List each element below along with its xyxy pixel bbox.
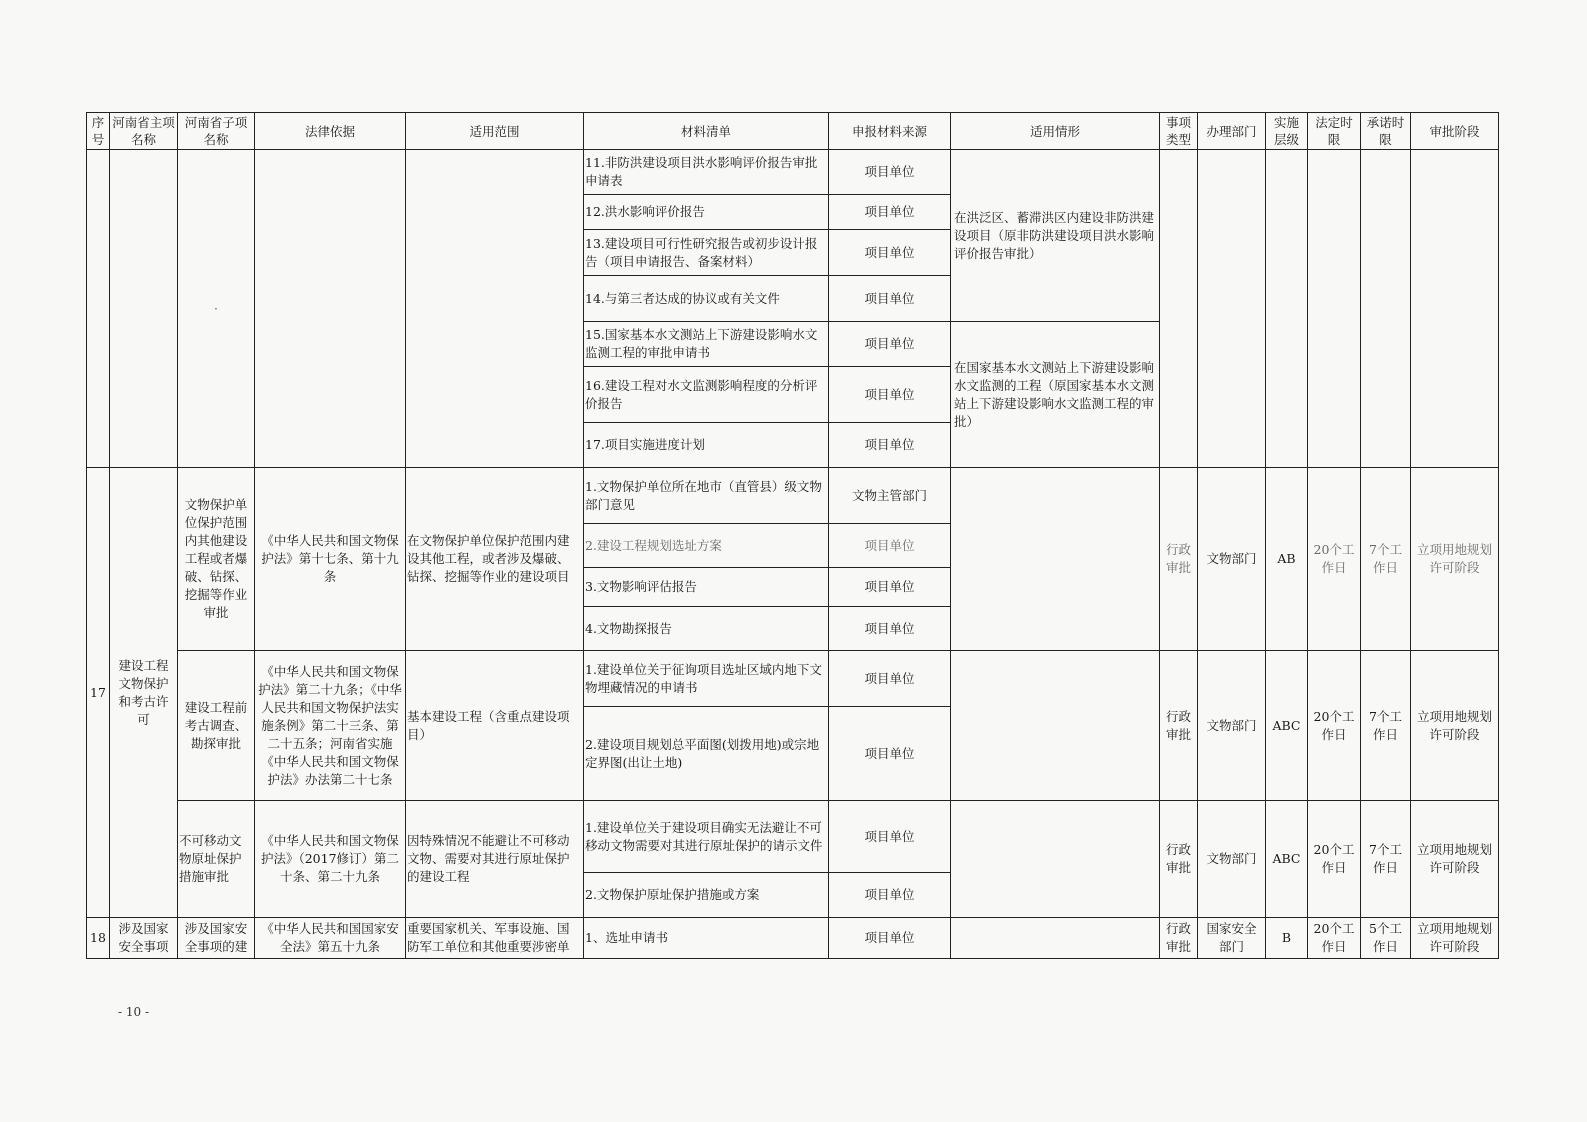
table-row bbox=[87, 651, 1499, 707]
material-source: 项目单位 bbox=[829, 276, 951, 322]
item-type-cell: 行政审批 bbox=[1160, 651, 1198, 801]
item-type-cell: 行政审批 bbox=[1160, 918, 1198, 959]
promised-limit-cell: 5个工作日 bbox=[1361, 918, 1411, 959]
material-item: 4.文物勘探报告 bbox=[584, 607, 829, 651]
material-source: 项目单位 bbox=[829, 873, 951, 918]
item-type-cell: 行政审批 bbox=[1160, 468, 1198, 651]
material-source: 项目单位 bbox=[829, 230, 951, 276]
table-row bbox=[87, 918, 1499, 959]
table-row bbox=[87, 468, 1499, 524]
promised-limit-cell: 7个工作日 bbox=[1361, 651, 1411, 801]
stage-cell: 立项用地规划许可阶段 bbox=[1411, 801, 1499, 918]
sub-item-cell bbox=[178, 150, 255, 468]
material-source: 项目单位 bbox=[829, 322, 951, 367]
material-item: 11.非防洪建设项目洪水影响评价报告审批申请表 bbox=[584, 150, 829, 195]
level-cell: AB bbox=[1266, 468, 1308, 651]
legal-basis-cell bbox=[255, 150, 406, 468]
col-header-item-type: 事项类型 bbox=[1160, 113, 1198, 150]
material-source: 项目单位 bbox=[829, 651, 951, 707]
sub-item-cell: 涉及国家安全事项的建 bbox=[178, 918, 255, 959]
situation-cell bbox=[951, 801, 1160, 918]
col-header-situation: 适用情形 bbox=[951, 113, 1160, 150]
material-source: 项目单位 bbox=[829, 707, 951, 801]
main-item-cell: 涉及国家安全事项 bbox=[110, 918, 178, 959]
department-cell bbox=[1198, 150, 1266, 468]
material-source: 项目单位 bbox=[829, 423, 951, 468]
item-type-cell bbox=[1160, 150, 1198, 468]
material-item: 1.建设单位关于征询项目选址区域内地下文物埋藏情况的申请书 bbox=[584, 651, 829, 707]
stage-cell: 立项用地规划许可阶段 bbox=[1411, 468, 1499, 651]
legal-basis-cell: 《中华人民共和国文物保护法》第二十九条；《中华人民共和国文物保护法实施条例》第二十三条、第二十五条；河南省实施《中华人民共和国文物保护法》办法第二十七条 bbox=[255, 651, 406, 801]
seq-cell: 17 bbox=[87, 468, 110, 918]
header-row bbox=[87, 113, 1499, 150]
material-source: 项目单位 bbox=[829, 524, 951, 568]
material-item: 13.建设项目可行性研究报告或初步设计报告（项目申请报告、备案材料） bbox=[584, 230, 829, 276]
col-header-sub-item: 河南省子项名称 bbox=[178, 113, 255, 150]
legal-basis-cell: 《中华人民共和国文物保护法》第十七条、第十九条 bbox=[255, 468, 406, 651]
scope-cell: 在文物保护单位保护范围内建设其他工程，或者涉及爆破、钻探、挖掘等作业的建设项目 bbox=[406, 468, 584, 651]
sub-item-cell: 文物保护单位保护范围内其他建设工程或者爆破、钻探、挖掘等作业审批 bbox=[178, 468, 255, 651]
main-item-cell bbox=[110, 150, 178, 468]
material-item: 2.建设工程规划选址方案 bbox=[584, 524, 829, 568]
material-item: 16.建设工程对水文监测影响程度的分析评价报告 bbox=[584, 367, 829, 423]
main-item-cell: 建设工程文物保护和考古许可 bbox=[110, 468, 178, 918]
col-header-stage: 审批阶段 bbox=[1411, 113, 1499, 150]
situation-cell: 在国家基本水文测站上下游建设影响水文监测的工程（原国家基本水文测站上下游建设影响水文监测工程的审批） bbox=[951, 322, 1160, 468]
scope-cell: 重要国家机关、军事设施、国防军工单位和其他重要涉密单 bbox=[406, 918, 584, 959]
statutory-limit-cell: 20个工作日 bbox=[1308, 801, 1361, 918]
seq-cell bbox=[87, 150, 110, 468]
sub-item-mark: · bbox=[214, 300, 218, 316]
material-source: 项目单位 bbox=[829, 607, 951, 651]
scope-cell bbox=[406, 150, 584, 468]
statutory-limit-cell bbox=[1308, 150, 1361, 468]
material-source: 项目单位 bbox=[829, 367, 951, 423]
col-header-department: 办理部门 bbox=[1198, 113, 1266, 150]
promised-limit-cell: 7个工作日 bbox=[1361, 801, 1411, 918]
statutory-limit-cell: 20个工作日 bbox=[1308, 651, 1361, 801]
department-cell: 文物部门 bbox=[1198, 801, 1266, 918]
level-cell: ABC bbox=[1266, 651, 1308, 801]
material-item: 3.文物影响评估报告 bbox=[584, 568, 829, 607]
legal-basis-cell: 《中华人民共和国文物保护法》（2017修订）第二十条、第二十九条 bbox=[255, 801, 406, 918]
promised-limit-cell: 7个工作日 bbox=[1361, 468, 1411, 651]
item-type-cell: 行政审批 bbox=[1160, 801, 1198, 918]
scope-cell: 因特殊情况不能避让不可移动文物、需要对其进行原址保护的建设工程 bbox=[406, 801, 584, 918]
situation-cell: 在洪泛区、蓄滞洪区内建设非防洪建设项目（原非防洪建设项目洪水影响评价报告审批） bbox=[951, 150, 1160, 322]
col-header-main-item: 河南省主项名称 bbox=[110, 113, 178, 150]
department-cell: 文物部门 bbox=[1198, 651, 1266, 801]
sub-item-cell: 不可移动文物原址保护措施审批 bbox=[178, 801, 255, 918]
level-cell: B bbox=[1266, 918, 1308, 959]
department-cell: 国家安全部门 bbox=[1198, 918, 1266, 959]
material-item: 1.建设单位关于建设项目确实无法避让不可移动文物需要对其进行原址保护的请示文件 bbox=[584, 801, 829, 873]
statutory-limit-cell: 20个工作日 bbox=[1308, 468, 1361, 651]
material-source: 项目单位 bbox=[829, 150, 951, 195]
col-header-scope: 适用范围 bbox=[406, 113, 584, 150]
material-item: 2.建设项目规划总平面图(划拨用地)或宗地定界图(出让土地) bbox=[584, 707, 829, 801]
sub-item-cell: 建设工程前考古调查、勘探审批 bbox=[178, 651, 255, 801]
material-item: 17.项目实施进度计划 bbox=[584, 423, 829, 468]
level-cell: ABC bbox=[1266, 801, 1308, 918]
material-item: 14.与第三者达成的协议或有关文件 bbox=[584, 276, 829, 322]
material-item: 1.文物保护单位所在地市（直管县）级文物部门意见 bbox=[584, 468, 829, 524]
stage-cell: 立项用地规划许可阶段 bbox=[1411, 918, 1499, 959]
situation-cell bbox=[951, 651, 1160, 801]
legal-basis-cell: 《中华人民共和国国家安全法》第五十九条 bbox=[255, 918, 406, 959]
col-header-source: 申报材料来源 bbox=[829, 113, 951, 150]
material-source: 项目单位 bbox=[829, 801, 951, 873]
col-header-legal-basis: 法律依据 bbox=[255, 113, 406, 150]
material-source: 文物主管部门 bbox=[829, 468, 951, 524]
table-row bbox=[87, 801, 1499, 873]
stage-cell: 立项用地规划许可阶段 bbox=[1411, 651, 1499, 801]
level-cell bbox=[1266, 150, 1308, 468]
page-number: - 10 - bbox=[118, 1005, 150, 1019]
approval-items-table bbox=[86, 112, 1499, 959]
department-cell: 文物部门 bbox=[1198, 468, 1266, 651]
material-item: 1、选址申请书 bbox=[584, 918, 829, 959]
table-row bbox=[87, 150, 1499, 195]
material-source: 项目单位 bbox=[829, 195, 951, 230]
statutory-limit-cell: 20个工作日 bbox=[1308, 918, 1361, 959]
material-source: 项目单位 bbox=[829, 918, 951, 959]
col-header-statutory-limit: 法定时限 bbox=[1308, 113, 1361, 150]
material-item: 2.文物保护原址保护措施或方案 bbox=[584, 873, 829, 918]
material-item: 15.国家基本水文测站上下游建设影响水文监测工程的审批申请书 bbox=[584, 322, 829, 367]
scope-cell: 基本建设工程（含重点建设项目） bbox=[406, 651, 584, 801]
material-source: 项目单位 bbox=[829, 568, 951, 607]
situation-cell bbox=[951, 468, 1160, 651]
promised-limit-cell bbox=[1361, 150, 1411, 468]
col-header-seq: 序号 bbox=[87, 113, 110, 150]
situation-cell bbox=[951, 918, 1160, 959]
col-header-promised-limit: 承诺时限 bbox=[1361, 113, 1411, 150]
col-header-materials: 材料清单 bbox=[584, 113, 829, 150]
material-item: 12.洪水影响评价报告 bbox=[584, 195, 829, 230]
seq-cell: 18 bbox=[87, 918, 110, 959]
col-header-level: 实施层级 bbox=[1266, 113, 1308, 150]
stage-cell bbox=[1411, 150, 1499, 468]
